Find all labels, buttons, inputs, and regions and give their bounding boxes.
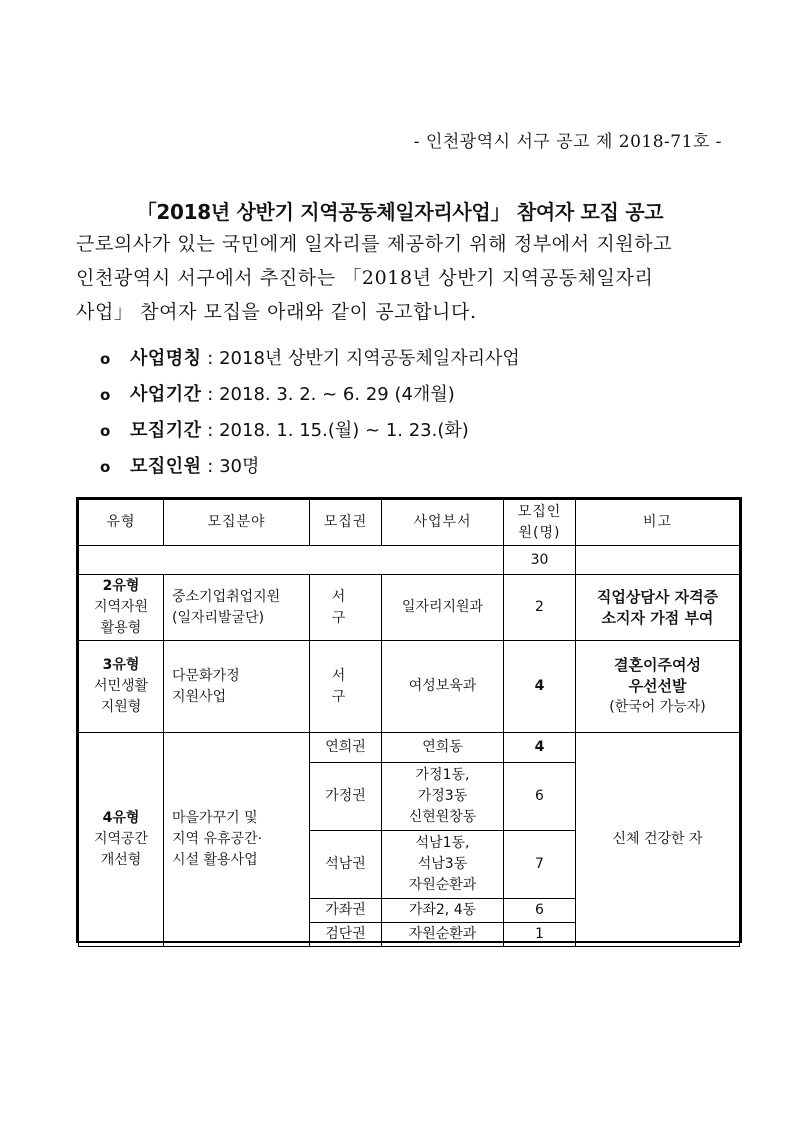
summary-value: : 2018. 1. 15.(월) ~ 1. 23.(화) — [207, 420, 469, 441]
type-desc: 서민생활 — [93, 678, 149, 694]
summary-value: : 2018. 3. 2. ~ 6. 29 (4개월) — [207, 384, 455, 405]
note-line: 우선선발 — [628, 677, 687, 695]
header-dept: 사업부서 — [382, 500, 504, 546]
count-cell: 4 — [504, 641, 576, 733]
bullet-icon: o — [100, 350, 111, 368]
header-type: 유형 — [79, 500, 164, 546]
area-cell: 연희권 — [310, 733, 382, 763]
intro-paragraph — [76, 227, 736, 329]
type-name: 3유형 — [102, 657, 140, 673]
type-cell — [79, 641, 164, 733]
table-row-type4 — [79, 733, 740, 763]
document-title: 「2018년 상반기 지역공동체일자리사업」 참여자 모집 공고 — [136, 200, 664, 224]
field-line: 지원사업 — [172, 688, 227, 705]
table-row-type3 — [79, 641, 740, 733]
note-line: 결혼이주여성 — [614, 656, 701, 674]
intro-line: 근로의사가 있는 국민에게 일자리를 제공하기 위해 정부에서 지원하고 — [76, 233, 673, 255]
area-cell: 서 구 — [310, 641, 382, 733]
summary-item-recruit-count — [100, 449, 520, 485]
header-count — [504, 500, 576, 546]
field-line: 지역 유휴공간· — [172, 831, 263, 847]
notice-number: - 인천광역시 서구 공고 제 2018-71호 - — [413, 132, 722, 152]
summary-value: : 30명 — [207, 456, 260, 477]
field-line: (일자리발굴단) — [172, 609, 265, 626]
summary-item-business-name — [100, 341, 520, 377]
type-cell — [79, 575, 164, 641]
bullet-icon: o — [100, 422, 111, 440]
area-cell: 가정권 — [310, 763, 382, 831]
count-cell: 7 — [504, 831, 576, 899]
dept-cell: 가좌2, 4동 — [382, 899, 504, 923]
note-cell: 신체 건강한 자 — [576, 733, 740, 947]
count-cell: 6 — [504, 763, 576, 831]
type-desc: 지역자원 — [93, 599, 149, 615]
summary-item-business-period — [100, 377, 520, 413]
bullet-icon: o — [100, 458, 111, 476]
header-area: 모집권 — [310, 500, 382, 546]
count-cell: 2 — [504, 575, 576, 641]
type-name: 4유형 — [102, 810, 140, 826]
note-line: 소지자 가점 부여 — [601, 608, 714, 627]
type-desc: 지원형 — [100, 699, 142, 715]
dept-line: 석남1동, — [415, 835, 470, 851]
area-cell: 석남권 — [310, 831, 382, 899]
note-cell — [576, 641, 740, 733]
type-name: 2유형 — [102, 578, 140, 594]
area-cell: 서 구 — [310, 575, 382, 641]
dept-line: 가정3동 — [417, 788, 468, 804]
dept-line: 석남3동 — [417, 856, 468, 872]
note-line: (한국어 가능자) — [609, 699, 706, 715]
intro-line: 사업」 참여자 모집을 아래와 같이 공고합니다. — [76, 301, 477, 323]
dept-cell: 자원순환과 — [382, 923, 504, 947]
type-cell — [79, 733, 164, 947]
dept-cell — [382, 831, 504, 899]
total-blank-cell — [79, 546, 504, 575]
dept-line: 가정1동, — [415, 767, 470, 783]
intro-line: 인천광역시 서구에서 추진하는 「2018년 상반기 지역공동체일자리 — [76, 267, 654, 289]
count-cell: 4 — [504, 733, 576, 763]
summary-label: 사업명칭 — [130, 348, 202, 369]
dept-line: 자원순환과 — [408, 877, 477, 893]
area-cell: 가좌권 — [310, 899, 382, 923]
field-line: 마을가꾸기 및 — [172, 810, 258, 826]
dept-cell: 일자리지원과 — [382, 575, 504, 641]
note-cell — [576, 575, 740, 641]
summary-item-recruit-period — [100, 413, 520, 449]
summary-label: 사업기간 — [130, 384, 202, 405]
total-note-cell — [576, 546, 740, 575]
area-cell: 검단권 — [310, 923, 382, 947]
field-line: 다문화가정 — [172, 667, 240, 684]
count-cell: 1 — [504, 923, 576, 947]
dept-cell: 여성보육과 — [382, 641, 504, 733]
type-desc: 개선형 — [100, 852, 142, 868]
header-field: 모집분야 — [164, 500, 310, 546]
type-desc: 활용형 — [100, 620, 142, 636]
dept-line: 신현원창동 — [408, 809, 477, 825]
field-cell — [164, 733, 310, 947]
table-row-type2 — [79, 575, 740, 641]
count-cell: 6 — [504, 899, 576, 923]
type-desc: 지역공간 — [93, 831, 149, 847]
field-cell — [164, 641, 310, 733]
dept-cell: 연희동 — [382, 733, 504, 763]
field-line: 중소기업취업지원 — [172, 588, 281, 605]
table-total-row — [79, 546, 740, 575]
header-count-line: 원(명) — [518, 524, 561, 541]
table-header-row — [79, 500, 740, 546]
header-note: 비고 — [576, 500, 740, 546]
recruitment-table — [76, 497, 742, 943]
bullet-icon: o — [100, 386, 111, 404]
total-count-cell: 30 — [504, 546, 576, 575]
dept-cell — [382, 763, 504, 831]
summary-label: 모집인원 — [130, 456, 202, 477]
field-cell — [164, 575, 310, 641]
header-count-line: 모집인 — [517, 503, 562, 520]
summary-label: 모집기간 — [130, 420, 202, 441]
field-line: 시설 활용사업 — [172, 852, 258, 868]
summary-value: : 2018년 상반기 지역공동체일자리사업 — [207, 348, 520, 369]
summary-list — [100, 341, 520, 485]
note-line: 직업상담사 자격증 — [596, 587, 719, 606]
